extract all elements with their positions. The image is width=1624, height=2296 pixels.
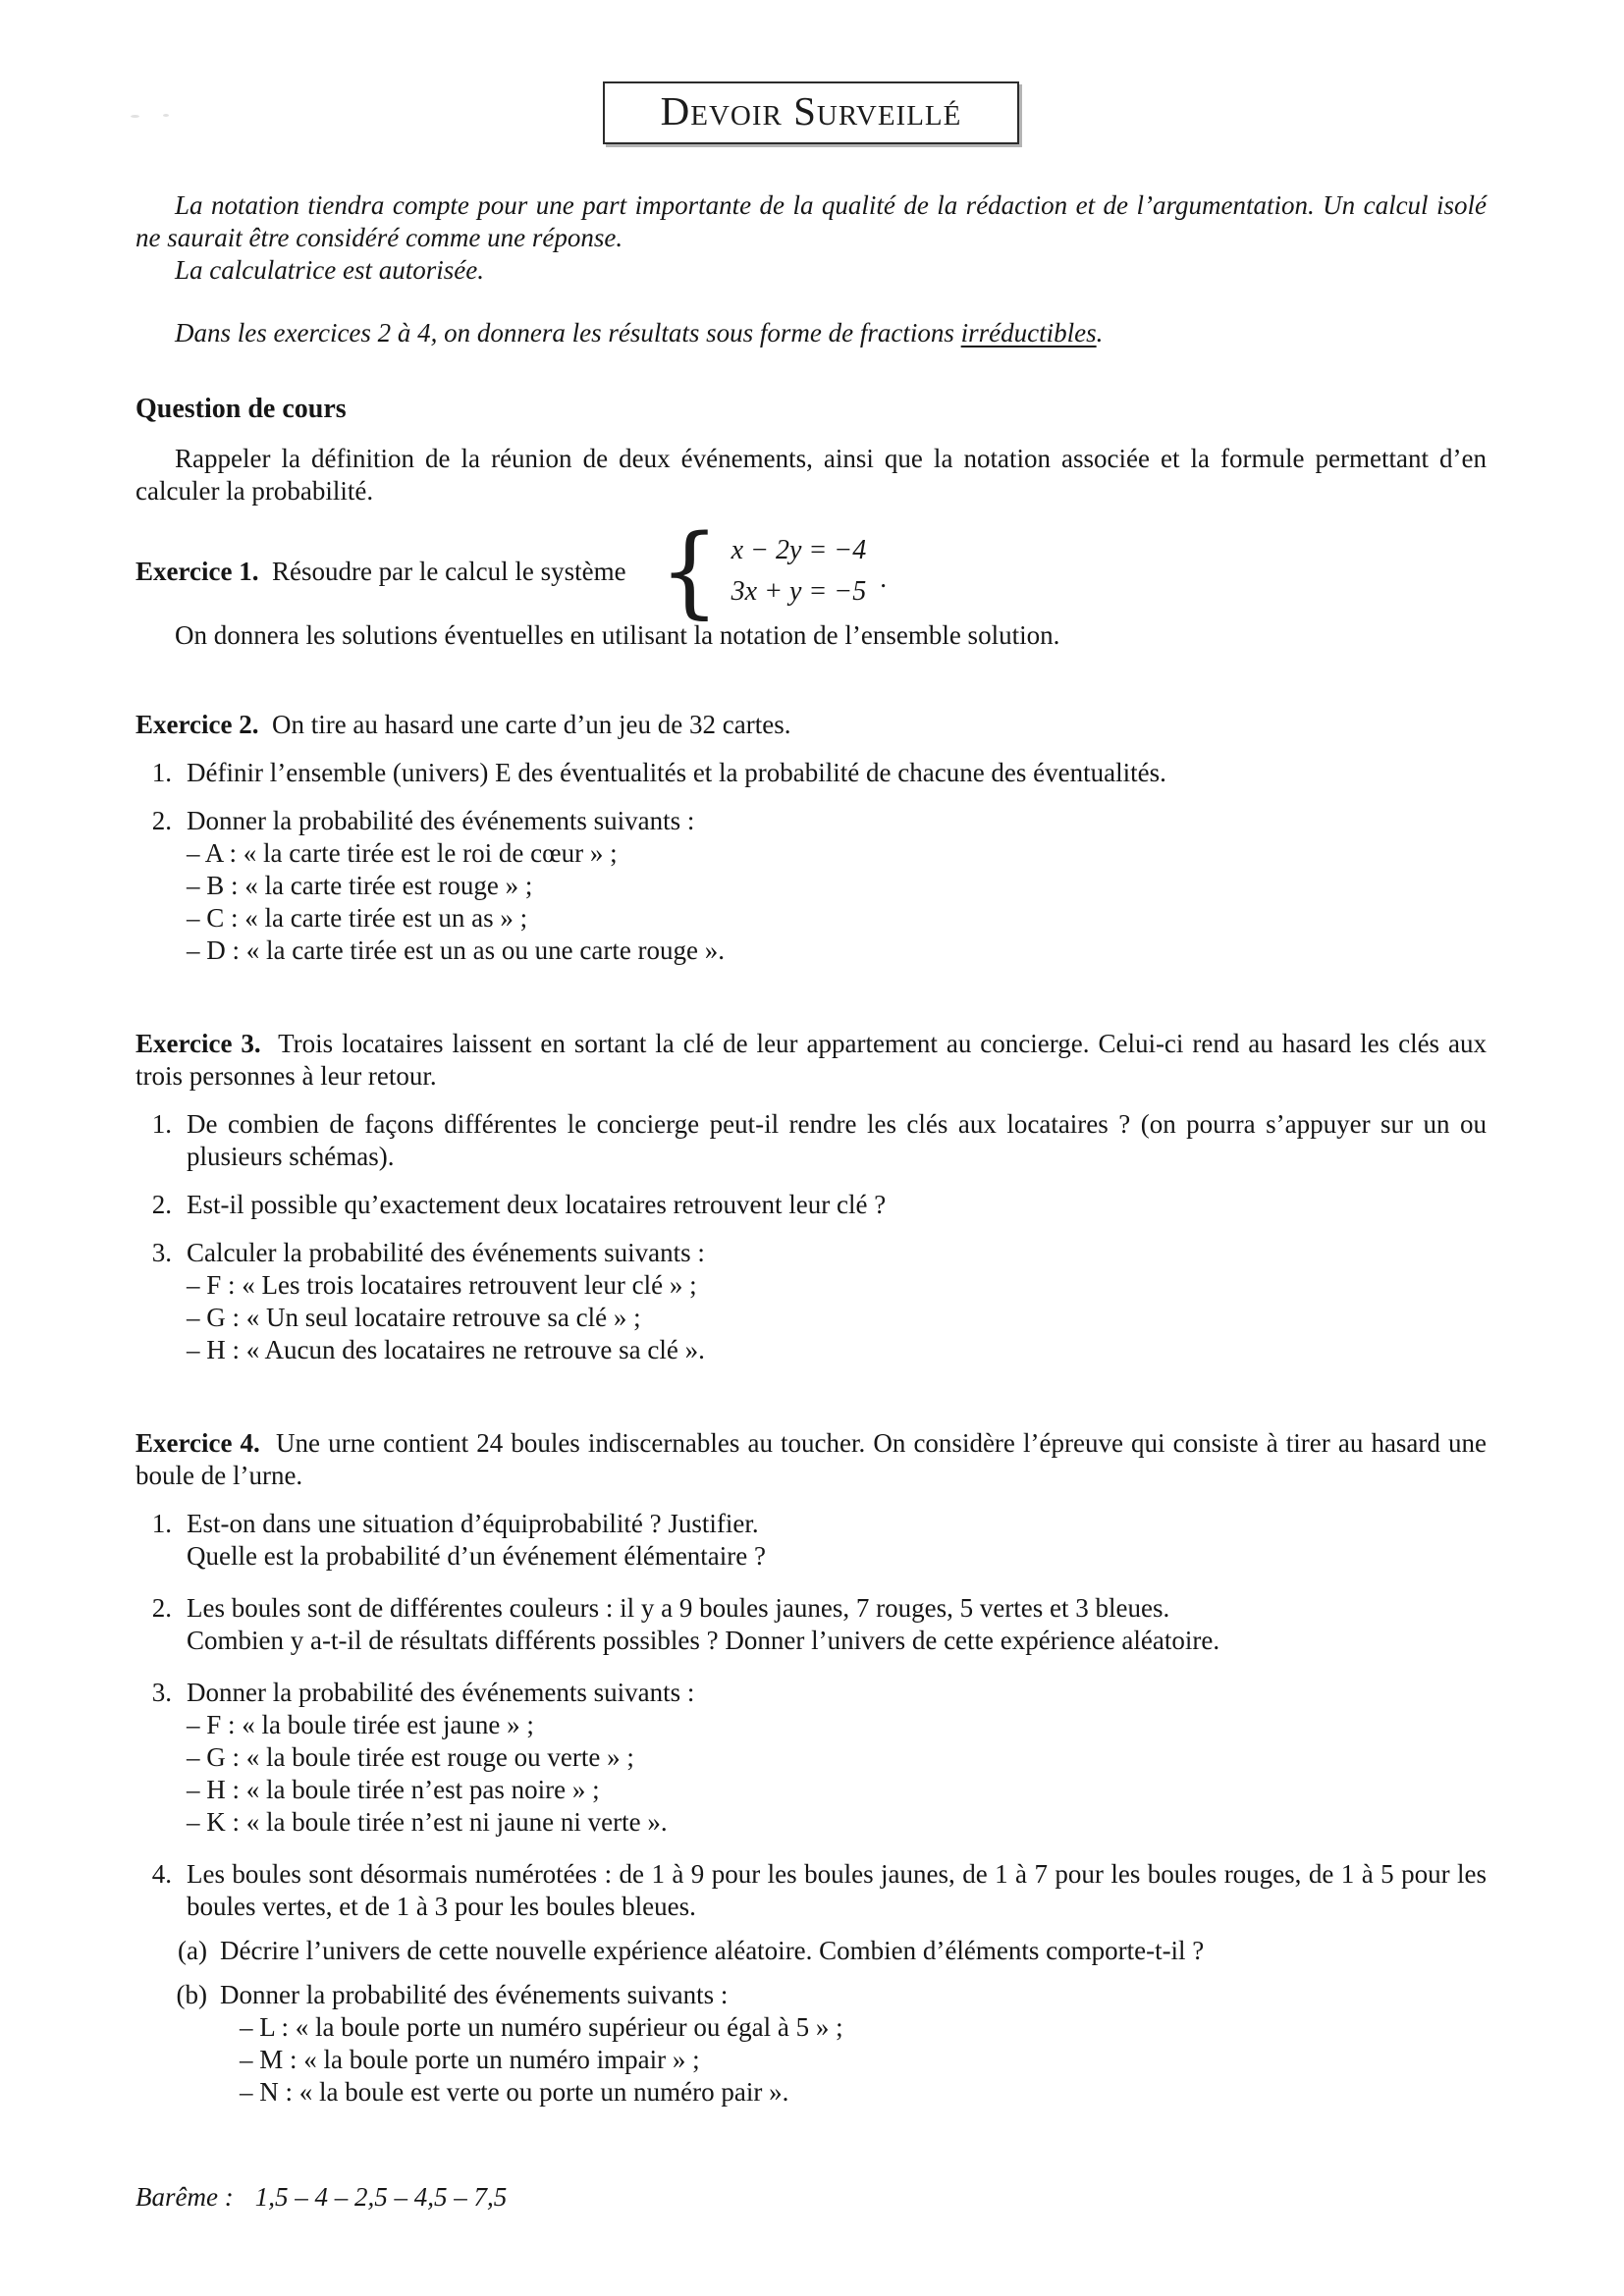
exercice-3-label: Exercice 3.: [135, 1029, 261, 1059]
event-line: – N : « la boule est verte ou porte un numéro pair ».: [240, 2077, 789, 2108]
item-text: [187, 1508, 1487, 1573]
item-line: Combien y a-t-il de résultats différents possibles ? Donner l’univers de cette expérience aléatoire.: [187, 1626, 1220, 1656]
scan-artifact: [131, 115, 139, 118]
item-line: Est-on dans une situation d’équiprobabilité ? Justifier.: [187, 1509, 759, 1539]
item-text: De combien de façons différentes le concierge peut-il rendre les clés aux locataires ? (on pourra s’appuyer sur un ou plusieurs schémas).: [187, 1109, 1487, 1172]
grading-scale-label: Barême :: [135, 2182, 234, 2212]
page-title: Devoir Surveillé: [660, 88, 962, 133]
item-number: 2.: [151, 1190, 172, 1220]
fractions-note-prefix: Dans les exercices 2 à 4, on donnera les résultats sous forme de fractions: [175, 318, 961, 347]
exercice-1: [135, 513, 1487, 629]
list-item: [135, 1189, 1487, 1221]
item-text: [187, 1237, 1487, 1366]
item-number: 1.: [151, 758, 172, 788]
item-text-heading: Donner la probabilité des événements suivants :: [187, 1678, 695, 1708]
item-text: Définir l’ensemble (univers) E des éventualités et la probabilité de chacune des éventualités.: [187, 758, 1166, 788]
item-text-heading: Les boules sont désormais numérotées : de 1 à 9 pour les boules jaunes, de 1 à 7 pour les boules rouges, de 1 à 5 pour les boules vertes, et de 1 à 3 pour les boules bleues.: [187, 1859, 1487, 1922]
item-text: [187, 1677, 1487, 1839]
item-number: 1.: [151, 1509, 172, 1539]
title-box: [603, 81, 1019, 144]
sub-item-number: (b): [176, 1980, 207, 2010]
event-line: – D : « la carte tirée est un as ou une carte rouge ».: [187, 935, 726, 966]
equation-1: x − 2y = −4: [731, 535, 867, 566]
item-number: 3.: [151, 1238, 172, 1268]
exercice-1-label: Exercice 1.: [135, 556, 259, 586]
item-number: 3.: [151, 1678, 172, 1708]
list-item: [135, 805, 1487, 967]
fractions-note: [135, 317, 1487, 349]
event-line: – B : « la carte tirée est rouge » ;: [187, 871, 533, 901]
sub-item: [174, 1935, 1487, 1967]
exercice-2-label: Exercice 2.: [135, 710, 259, 740]
event-line: – M : « la boule porte un numéro impair » ;: [240, 2045, 700, 2075]
item-text: [187, 1592, 1487, 1657]
intro-paragraph: La notation tiendra compte pour une part importante de la qualité de la rédaction et de l’argumentation. Un calcul isolé ne saurait être considéré comme une réponse.: [135, 190, 1487, 252]
fractions-note-underlined: irréductibles: [960, 318, 1097, 347]
item-number: 2.: [151, 806, 172, 836]
event-line: – G : « Un seul locataire retrouve sa clé » ;: [187, 1303, 641, 1333]
sub-item-text: Décrire l’univers de cette nouvelle expérience aléatoire. Combien d’éléments comporte-t-il ?: [220, 1936, 1205, 1966]
event-line: – H : « Aucun des locataires ne retrouve sa clé ».: [187, 1335, 705, 1365]
exercice-4-label: Exercice 4.: [135, 1428, 260, 1459]
event-line: – A : « la carte tirée est le roi de cœur » ;: [187, 838, 618, 869]
left-brace: {: [659, 513, 720, 629]
event-line: – F : « la boule tirée est jaune » ;: [187, 1710, 534, 1740]
item-text-heading: Calculer la probabilité des événements suivants :: [187, 1238, 705, 1268]
item-number: 1.: [151, 1109, 172, 1140]
item-number: 2.: [151, 1593, 172, 1624]
system-period: .: [880, 562, 887, 593]
item-line: Quelle est la probabilité d’un événement élémentaire ?: [187, 1541, 766, 1572]
list-item: [135, 1677, 1487, 1839]
exercice-4-statement: [135, 1427, 1487, 1492]
item-text: Est-il possible qu’exactement deux locataires retrouvent leur clé ?: [187, 1190, 887, 1220]
list-item: [135, 757, 1487, 789]
event-line: – H : « la boule tirée n’est pas noire » ;: [187, 1775, 600, 1805]
scan-artifact: [163, 114, 169, 117]
system-equations: [731, 530, 867, 613]
exercice-2-intro: On tire au hasard une carte d’un jeu de 32 cartes.: [271, 710, 791, 740]
item-text-heading: Donner la probabilité des événements suivants :: [187, 806, 695, 836]
exercice-1-intro: Résoudre par le calcul le système: [271, 556, 626, 586]
list-item: [135, 1508, 1487, 1573]
grading-scale-values: 1,5 – 4 – 2,5 – 4,5 – 7,5: [254, 2182, 508, 2212]
event-line: – K : « la boule tirée n’est ni jaune ni verte ».: [187, 1807, 668, 1838]
question-de-cours-body: Rappeler la définition de la réunion de deux événements, ainsi que la notation associée et la formule permettant d’en calculer la probabilité.: [135, 444, 1487, 506]
item-number: 4.: [151, 1859, 172, 1890]
event-line: – G : « la boule tirée est rouge ou verte » ;: [187, 1742, 634, 1773]
list-item: [135, 1592, 1487, 1657]
exercice-2-statement: [135, 709, 1487, 741]
event-line: – C : « la carte tirée est un as » ;: [187, 903, 528, 934]
list-item: [135, 1858, 1487, 2109]
exercice-4: [135, 1427, 1487, 2109]
exercice-3-statement: [135, 1028, 1487, 1093]
item-text: [187, 805, 1487, 967]
equation-system: [659, 513, 887, 629]
sub-item: [174, 1979, 1487, 2109]
exercice-1-note: On donnera les solutions éventuelles en utilisant la notation de l’ensemble solution.: [175, 620, 1060, 651]
exercice-4-intro: Une urne contient 24 boules indiscernables au toucher. On considère l’épreuve qui consiste à tirer au hasard une boule de l’urne.: [135, 1428, 1487, 1491]
equation-2: 3x + y = −5: [731, 576, 867, 608]
calculator-note: La calculatrice est autorisée.: [175, 255, 484, 285]
exercice-3-intro: Trois locataires laissent en sortant la clé de leur appartement au concierge. Celui-ci rend au hasard les clés aux trois personnes à leur retour.: [135, 1029, 1488, 1092]
exercice-2: [135, 709, 1487, 967]
exercice-1-statement: [135, 556, 626, 588]
grading-scale: [135, 2181, 507, 2214]
event-line: – F : « Les trois locataires retrouvent leur clé » ;: [187, 1270, 697, 1301]
item-line: Les boules sont de différentes couleurs : il y a 9 boules jaunes, 7 rouges, 5 vertes et 3 bleues.: [187, 1593, 1170, 1624]
sub-item-text: [220, 1979, 1487, 2109]
item-text: [176, 1858, 1487, 2109]
list-item: [135, 1108, 1487, 1173]
exercice-3: [135, 1028, 1487, 1366]
fractions-note-suffix: .: [1096, 318, 1104, 347]
sub-event-list: [240, 2011, 1487, 2109]
list-item: [135, 1237, 1487, 1366]
sub-item-number: (a): [178, 1936, 207, 1966]
sub-item-heading: Donner la probabilité des événements suivants :: [220, 1980, 729, 2010]
section-heading-question-de-cours: Question de cours: [135, 394, 347, 424]
event-line: – L : « la boule porte un numéro supérieur ou égal à 5 » ;: [240, 2012, 843, 2043]
